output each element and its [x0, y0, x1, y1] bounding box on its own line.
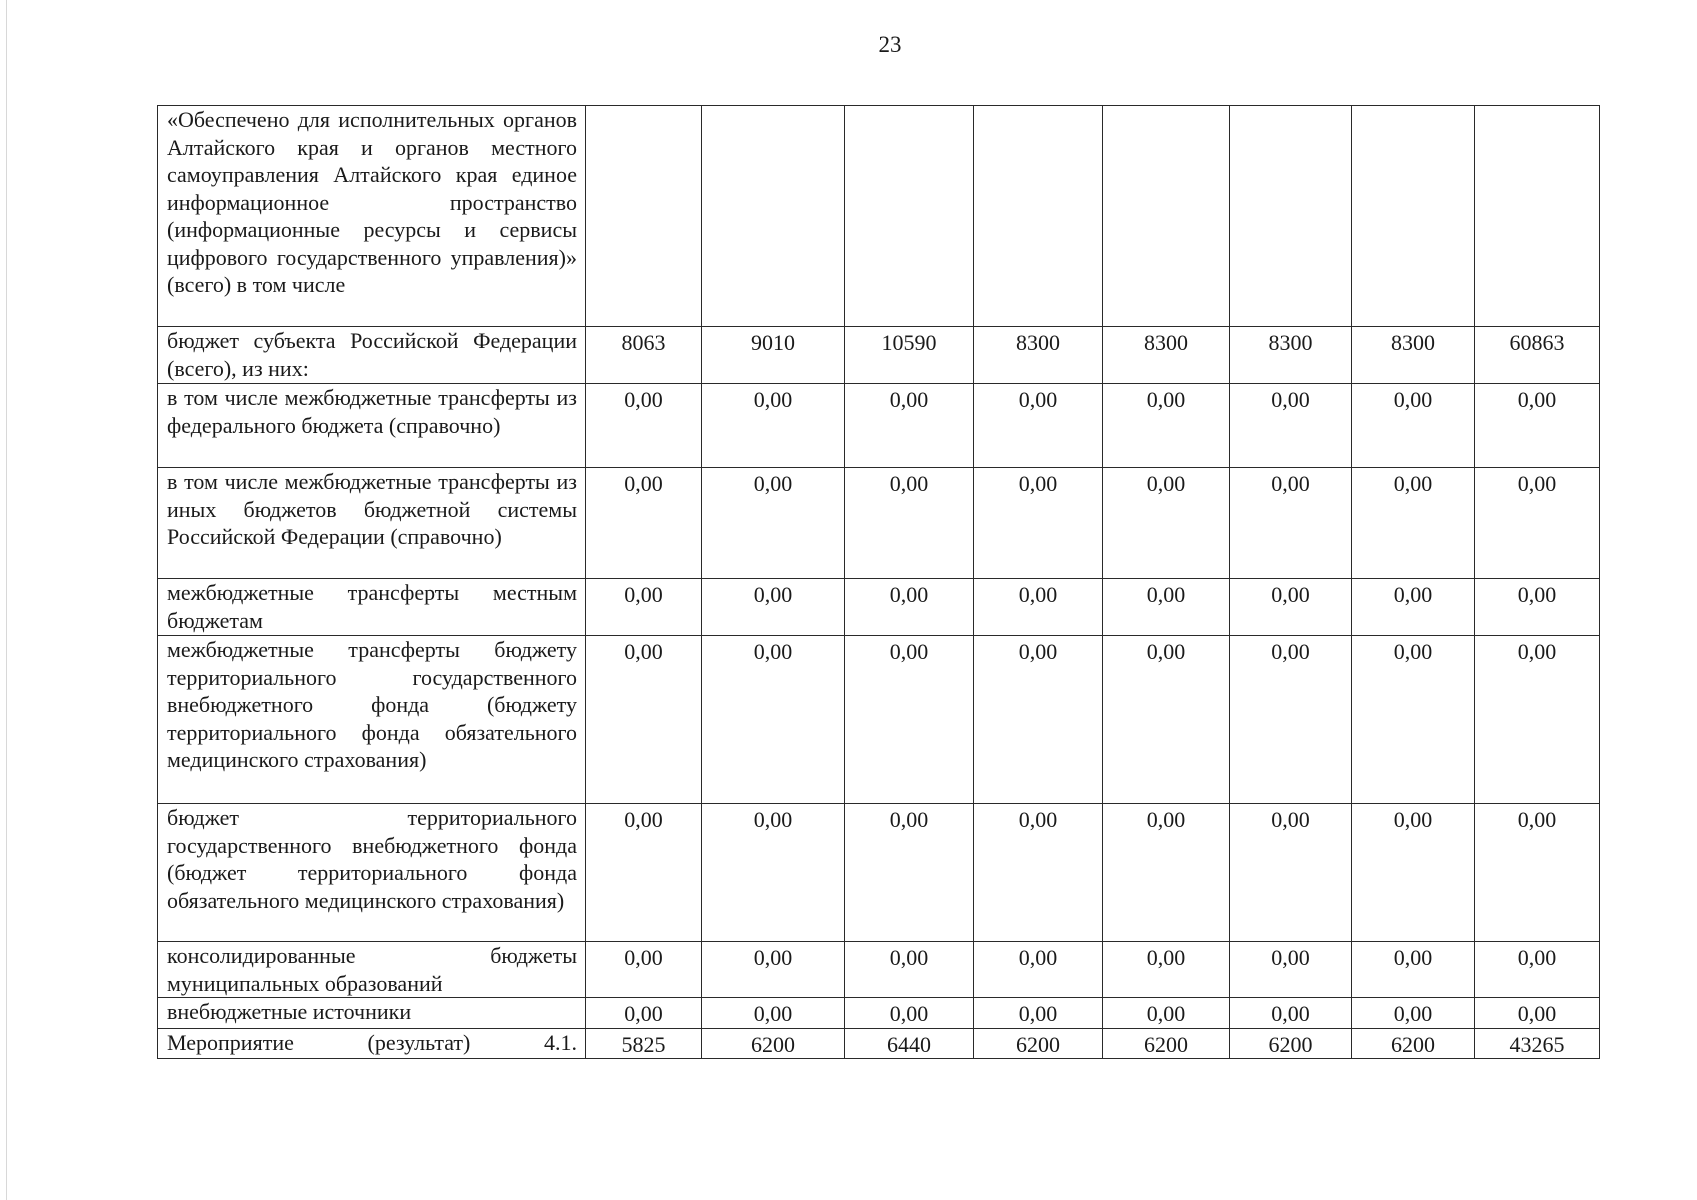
row-label: в том числе межбюджетные трансферты из иных бюджетов бюджетной системы Российской Федерации (справочно) [158, 468, 586, 579]
value-cell: 10590 [845, 327, 974, 384]
value-cell: 0,00 [1103, 468, 1230, 579]
value-cell: 0,00 [1475, 579, 1600, 636]
value-cell: 0,00 [1230, 579, 1352, 636]
value-cell: 0,00 [845, 636, 974, 804]
row-label: консолидированные бюджеты муниципальных образований [158, 942, 586, 998]
value-cell: 0,00 [1230, 942, 1352, 998]
value-cell: 0,00 [845, 804, 974, 942]
row-label: бюджет территориального государственного внебюджетного фонда (бюджет территориального фонда обязательного медицинского страхования) [158, 804, 586, 942]
table-body [158, 106, 1600, 1059]
table-row [158, 636, 1600, 804]
value-cell [845, 106, 974, 327]
value-cell: 8300 [974, 327, 1103, 384]
value-cell: 0,00 [845, 468, 974, 579]
value-cell: 6200 [974, 1028, 1103, 1059]
value-cell [702, 106, 845, 327]
value-cell: 0,00 [845, 942, 974, 998]
table-row [158, 468, 1600, 579]
value-cell: 0,00 [1103, 804, 1230, 942]
value-cell: 0,00 [586, 468, 702, 579]
value-cell: 0,00 [1352, 579, 1475, 636]
value-cell: 0,00 [845, 998, 974, 1029]
value-cell: 0,00 [1475, 942, 1600, 998]
value-cell: 0,00 [1352, 942, 1475, 998]
value-cell: 8300 [1352, 327, 1475, 384]
value-cell: 0,00 [1475, 804, 1600, 942]
value-cell [1475, 106, 1600, 327]
value-cell: 0,00 [1103, 636, 1230, 804]
value-cell: 0,00 [1230, 636, 1352, 804]
table-row [158, 998, 1600, 1029]
value-cell: 0,00 [1103, 579, 1230, 636]
value-cell: 0,00 [1352, 636, 1475, 804]
value-cell: 0,00 [702, 998, 845, 1029]
value-cell [974, 106, 1103, 327]
table-row [158, 384, 1600, 468]
value-cell: 0,00 [1103, 384, 1230, 468]
value-cell: 0,00 [1475, 636, 1600, 804]
row-label: в том числе межбюджетные трансферты из федерального бюджета (справочно) [158, 384, 586, 468]
value-cell: 0,00 [586, 804, 702, 942]
table-row [158, 1028, 1600, 1059]
value-cell: 0,00 [1475, 384, 1600, 468]
row-label: бюджет субъекта Российской Федерации (всего), из них: [158, 327, 586, 384]
value-cell [1103, 106, 1230, 327]
row-label: межбюджетные трансферты бюджету территориального государственного внебюджетного фонда (бюджету территориального фонда обязательного медицинского страхования) [158, 636, 586, 804]
row-label: «Обеспечено для исполнительных органов Алтайского края и органов местного самоуправления Алтайского края единое информационное пространство (информационные ресурсы и сервисы цифрового государственного управления)» (всего) в том числе [158, 106, 586, 327]
budget-table [157, 105, 1600, 1059]
value-cell: 8063 [586, 327, 702, 384]
value-cell: 0,00 [1352, 998, 1475, 1029]
value-cell: 60863 [1475, 327, 1600, 384]
value-cell: 0,00 [702, 384, 845, 468]
value-cell: 0,00 [586, 384, 702, 468]
value-cell: 0,00 [702, 804, 845, 942]
page-number: 23 [878, 32, 902, 57]
value-cell: 0,00 [974, 804, 1103, 942]
value-cell: 6440 [845, 1028, 974, 1059]
value-cell: 0,00 [974, 998, 1103, 1029]
value-cell: 0,00 [974, 942, 1103, 998]
value-cell: 6200 [1103, 1028, 1230, 1059]
value-cell: 0,00 [1475, 998, 1600, 1029]
value-cell: 0,00 [974, 468, 1103, 579]
row-label: Мероприятие (результат) 4.1. [158, 1028, 586, 1059]
table-row [158, 327, 1600, 384]
value-cell: 0,00 [1230, 804, 1352, 942]
value-cell: 0,00 [586, 636, 702, 804]
value-cell [586, 106, 702, 327]
value-cell [1352, 106, 1475, 327]
value-cell: 0,00 [1475, 468, 1600, 579]
value-cell: 0,00 [1230, 468, 1352, 579]
value-cell: 5825 [586, 1028, 702, 1059]
value-cell: 0,00 [1352, 468, 1475, 579]
value-cell: 8300 [1230, 327, 1352, 384]
value-cell: 0,00 [974, 579, 1103, 636]
value-cell: 0,00 [586, 998, 702, 1029]
row-label: внебюджетные источники [158, 998, 586, 1029]
value-cell: 0,00 [702, 942, 845, 998]
value-cell: 9010 [702, 327, 845, 384]
value-cell: 0,00 [586, 579, 702, 636]
table-row [158, 106, 1600, 327]
value-cell: 6200 [1230, 1028, 1352, 1059]
value-cell [1230, 106, 1352, 327]
value-cell: 8300 [1103, 327, 1230, 384]
value-cell: 0,00 [702, 468, 845, 579]
table-row [158, 942, 1600, 998]
value-cell: 0,00 [702, 579, 845, 636]
value-cell: 0,00 [974, 384, 1103, 468]
scan-edge-line [6, 0, 7, 1200]
value-cell: 0,00 [1352, 384, 1475, 468]
row-label: межбюджетные трансферты местным бюджетам [158, 579, 586, 636]
value-cell: 6200 [702, 1028, 845, 1059]
value-cell: 0,00 [974, 636, 1103, 804]
value-cell: 0,00 [1352, 804, 1475, 942]
value-cell: 0,00 [586, 942, 702, 998]
table-row [158, 804, 1600, 942]
value-cell: 0,00 [1230, 998, 1352, 1029]
value-cell: 0,00 [1103, 998, 1230, 1029]
value-cell: 6200 [1352, 1028, 1475, 1059]
value-cell: 0,00 [845, 384, 974, 468]
value-cell: 0,00 [845, 579, 974, 636]
value-cell: 0,00 [1230, 384, 1352, 468]
value-cell: 0,00 [1103, 942, 1230, 998]
value-cell: 0,00 [702, 636, 845, 804]
table-row [158, 579, 1600, 636]
value-cell: 43265 [1475, 1028, 1600, 1059]
